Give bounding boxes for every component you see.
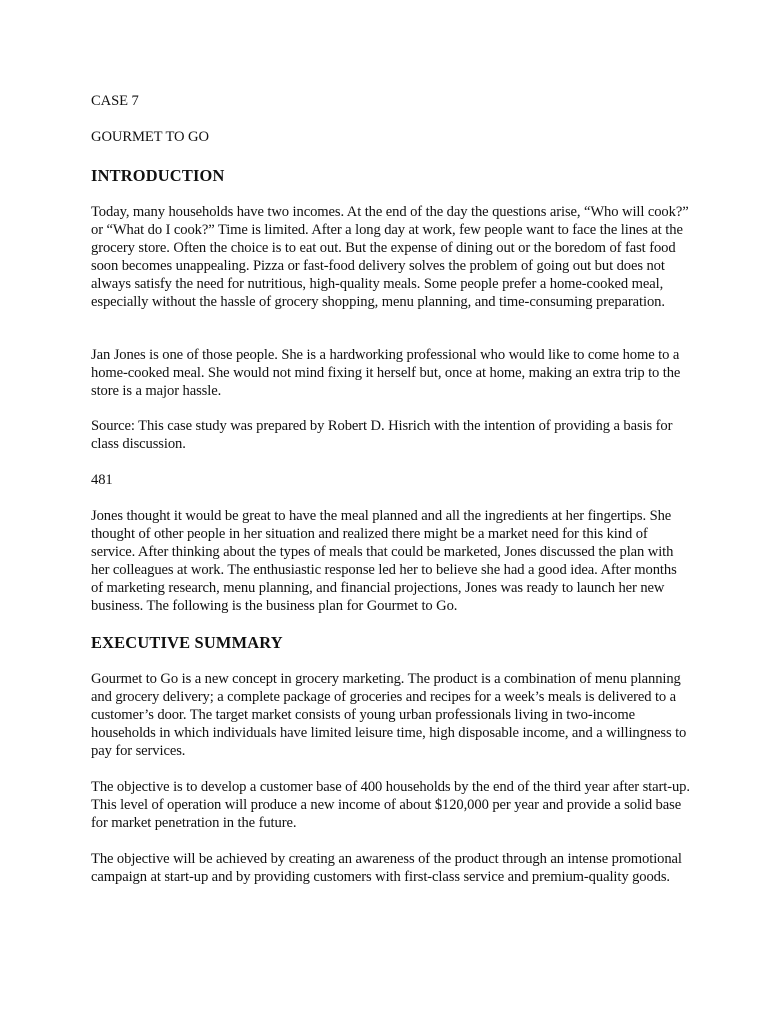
introduction-paragraph-2: Jan Jones is one of those people. She is a hardworking professional who would like to come home to a home-cooked meal. She would not mind fixing it herself but, once at home, making an extra trip to the store is a major hassle.	[91, 347, 681, 399]
page-number: 481	[91, 472, 113, 488]
source-note: Source: This case study was prepared by Robert D. Hisrich with the intention of providing a basis for class discussion.	[91, 418, 673, 452]
executive-summary-paragraph-3: The objective will be achieved by creating an awareness of the product through an intense promotional campaign at start-up and by providing customers with first-class service and premium-quality goods.	[91, 851, 682, 885]
introduction-heading: INTRODUCTION	[91, 166, 225, 185]
executive-summary-heading: EXECUTIVE SUMMARY	[91, 633, 283, 652]
executive-summary-paragraph-1: Gourmet to Go is a new concept in grocery marketing. The product is a combination of menu planning and grocery delivery; a complete package of groceries and recipes for a week’s meals is delivered to a customer’s door. The target market consists of young urban professionals living in two-income households in which individuals have limited leisure time, high disposable income, and a willingness to pay for services.	[91, 671, 687, 759]
introduction-paragraph-3: Jones thought it would be great to have the meal planned and all the ingredients at her fingertips. She thought of other people in her situation and realized there might be a market need for this kind of service. After thinking about the types of meals that could be marketed, Jones discussed the plan with her colleagues at work. The enthusiastic response led her to believe she had a good idea. After months of marketing research, menu planning, and financial projections, Jones was ready to launch her new business. The following is the business plan for Gourmet to Go.	[91, 508, 677, 614]
case-label: CASE 7	[91, 93, 139, 109]
executive-summary-paragraph-2: The objective is to develop a customer base of 400 households by the end of the third year after start-up. This level of operation will produce a new income of about $120,000 per year and provide a solid base for market penetration in the future.	[91, 779, 690, 831]
introduction-paragraph-1: Today, many households have two incomes. At the end of the day the questions arise, “Who will cook?” or “What do I cook?” Time is limited. After a long day at work, few people want to face the lines at the grocery store. Often the choice is to eat out. But the expense of dining out or the boredom of fast food soon becomes unappealing. Pizza or fast-food delivery solves the problem of going out but does not always satisfy the need for nutritious, high-quality meals. Some people prefer a home-cooked meal, especially without the hassle of grocery shopping, menu planning, and time-consuming preparation.	[91, 204, 689, 310]
case-title: GOURMET TO GO	[91, 129, 209, 145]
